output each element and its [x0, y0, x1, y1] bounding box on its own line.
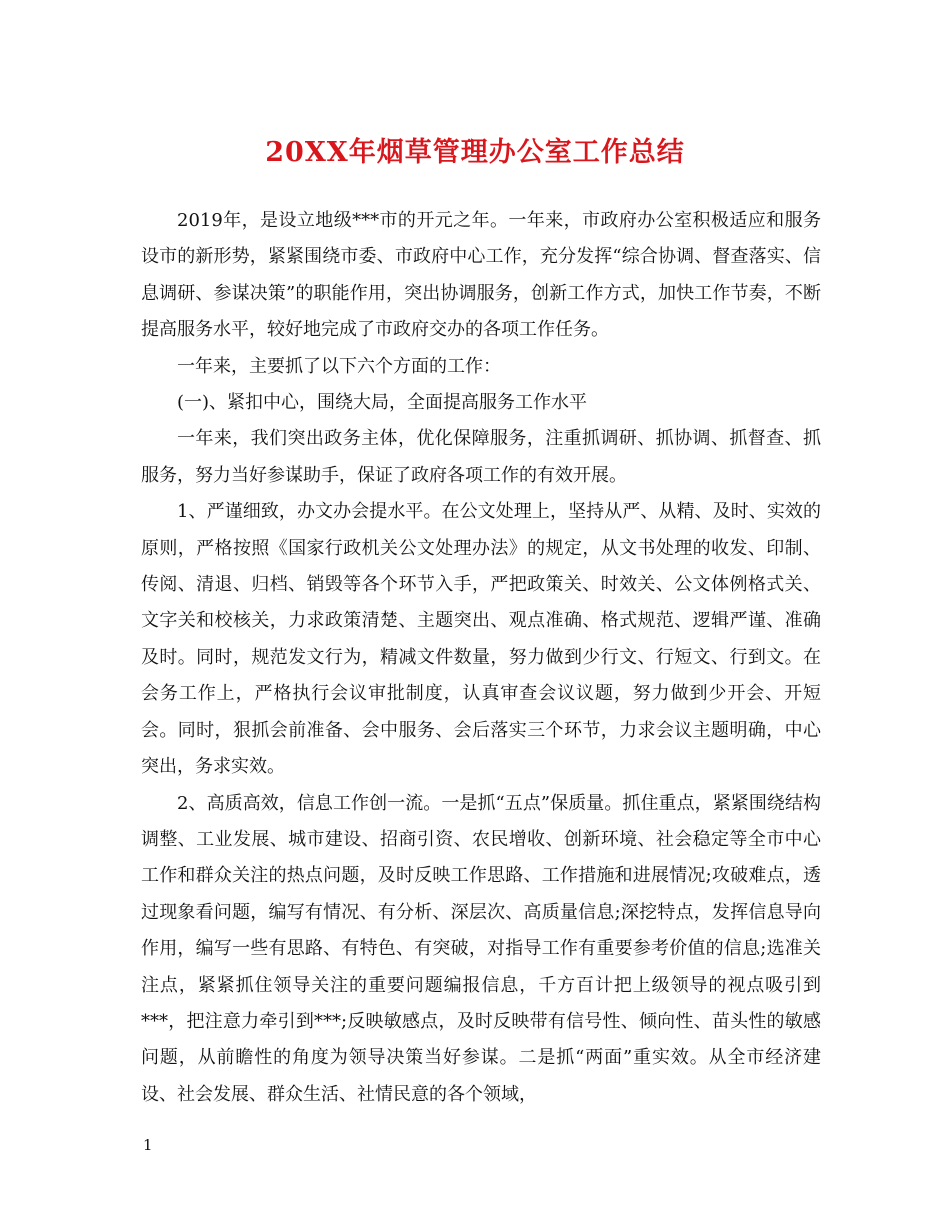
paragraph-section-1-intro: 一年来，我们突出政务主体，优化保障服务，注重抓调研、抓协调、抓督查、抓服务，努力当好参谋助手，保证了政府各项工作的有效开展。 [141, 428, 821, 486]
paragraph-item-2: 2、高质高效，信息工作创一流。一是抓“五点”保质量。抓住重点，紧紧围绕结构调整、工业发展、城市建设、招商引资、农民增收、创新环境、社会稳定等全市中心工作和群众关注的热点问题，及时反映工作思路、工作措施和进展情况;攻破难点，透过现象看问题，编写有情况、有分析、深层次、高质量信息;深挖特点，发挥信息导向作用，编写一些有思路、有特色、有突破，对指导工作有重要参考价值的信息;选准关注点，紧紧抓住领导关注的重要问题编报信息，千方百计把上级领导的视点吸引到***，把注意力牵引到***;反映敏感点，及时反映带有信号性、倾向性、苗头性的敏感问题，从前瞻性的角度为领导决策当好参谋。二是抓“两面”重实效。从全市经济建设、社会发展、群众生活、社情民意的各个领域， [141, 792, 821, 1105]
paragraph-overview: 一年来，主要抓了以下六个方面的工作： [177, 355, 501, 377]
document-title: 20XX年烟草管理办公室工作总结 [265, 137, 685, 168]
page-number: 1 [143, 1136, 153, 1154]
paragraph-item-1: 1、严谨细致，办文办会提水平。在公文处理上，坚持从严、从精、及时、实效的原则，严格按照《国家行政机关公文处理办法》的规定，从文书处理的收发、印制、传阅、清退、归档、销毁等各个环节入手，严把政策关、时效关、公文体例格式关、文字关和校核关，力求政策清楚、主题突出、观点准确、格式规范、逻辑严谨、准确及时。同时，规范发文行为，精减文件数量，努力做到少行文、行短文、行到文。在会务工作上，严格执行会议审批制度，认真审查会议议题，努力做到少开会、开短会。同时，狠抓会前准备、会中服务、会后落实三个环节，力求会议主题明确，中心突出，务求实效。 [141, 501, 821, 778]
paragraph-intro: 2019年，是设立地级***市的开元之年。一年来，市政府办公室积极适应和服务设市的新形势，紧紧围绕市委、市政府中心工作，充分发挥“综合协调、督查落实、信息调研、参谋决策”的职能作用，突出协调服务，创新工作方式，加快工作节奏，不断提高服务水平，较好地完成了市政府交办的各项工作任务。 [141, 210, 821, 341]
document-body [141, 203, 821, 1113]
section-heading-1: (一)、紧扣中心，围绕大局，全面提高服务工作水平 [177, 392, 588, 414]
